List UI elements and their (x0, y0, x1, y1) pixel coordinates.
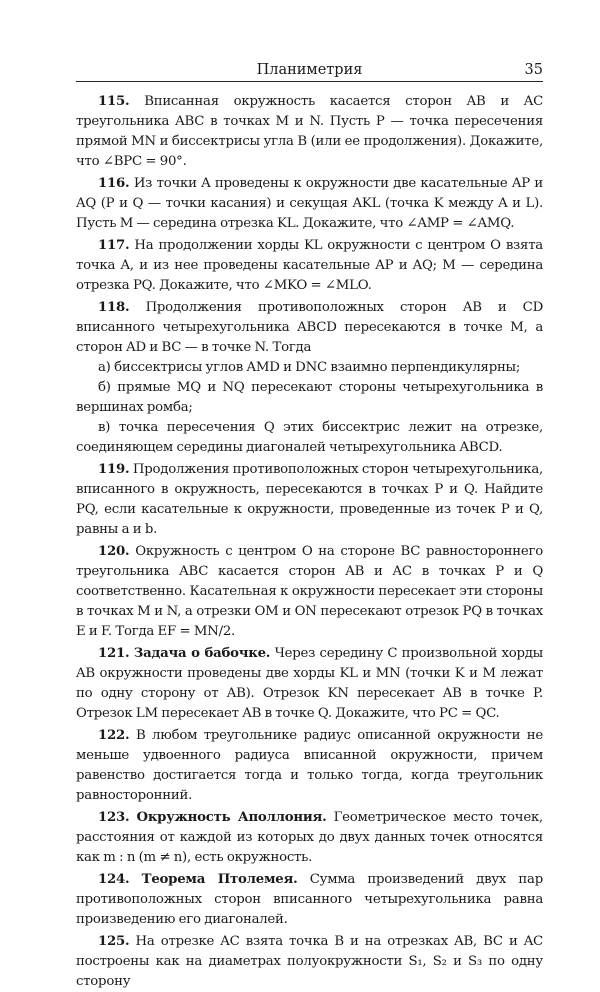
problem-118-item-b: б) прямые MQ и NQ пересекают стороны четырехугольника в вершинах ромба; (76, 380, 543, 415)
problem-number: 118. (98, 300, 130, 315)
problem-text: На отрезке AC взята точка B и на отрезках AB, BC и AC построены как на диаметрах полуокружности S₁, S₂ и S₃ по одну сторону (76, 934, 543, 989)
problem-122 (76, 726, 543, 806)
problem-number: 115. (98, 94, 130, 109)
problem-115 (76, 92, 543, 172)
problem-123 (76, 808, 543, 868)
problem-number: 122. (98, 728, 130, 743)
problem-number: 117. (98, 238, 130, 253)
problem-text: Продолжения противоположных сторон AB и CD вписанного четырехугольника ABCD пересекаются в точке M, а сторон AD и BC — в точке N. Тогда (76, 300, 544, 355)
running-head (76, 60, 543, 80)
problem-text: Окружность с центром O на стороне BC равностороннего треугольника ABC касается сторон AB и AC в точках P и Q соответственно. Касательная к окружности пересекает эти стороны в точках M и N, а отрезки OM и ON пересекают отрезок PQ в точках E и F. Тогда EF = MN/2. (76, 544, 543, 639)
problem-text: Геометрическое место точек, расстояния от каждой из которых до двух данных точек относятся как m : n (m ≠ n), есть окружность. (76, 810, 543, 865)
problem-number: 124. (98, 872, 130, 887)
problem-number: 125. (98, 934, 130, 949)
problem-number: 121. (98, 646, 130, 661)
problem-list (76, 92, 543, 992)
problem-text: Сумма произведений двух пар противоположных сторон вписанного четырехугольника равна произведению его диагоналей. (76, 872, 543, 927)
problem-text: В любом треугольнике радиус описанной окружности не меньше удвоенного радиуса вписанной окружности, причем равенство достигается тогда и только тогда, когда треугольник равносторонний. (76, 728, 543, 803)
problem-text: Через середину C произвольной хорды AB окружности проведены две хорды KL и MN (точки K и M лежат по одну сторону от AB). Отрезок KN пересекает AB в точке P. Отрезок LM пересекает AB в точке Q. Докажите, что PC = QC. (76, 646, 544, 721)
problem-title: Теорема Птолемея. (141, 872, 298, 887)
problem-text: Из точки A проведены к окружности две касательные AP и AQ (P и Q — точки касания) и секущая AKL (точка K между A и L). Пусть M — середина отрезка KL. Докажите, что ∠AMP = ∠AMQ. (76, 176, 543, 231)
header-rule (76, 81, 543, 82)
problem-number: 123. (98, 810, 130, 825)
problem-124 (76, 870, 543, 930)
problem-119 (76, 460, 543, 540)
problem-120 (76, 542, 543, 642)
problem-125 (76, 932, 543, 992)
problem-text: На продолжении хорды KL окружности с центром O взята точка A, и из нее проведены касательные AP и AQ; M — середина отрезка PQ. Докажите, что ∠MKO = ∠MLO. (76, 238, 543, 293)
problem-118 (76, 298, 543, 358)
problem-text: Вписанная окружность касается сторон AB и AC треугольника ABC в точках M и N. Пусть P — точка пересечения прямой MN и биссектрисы угла B (или ее продолжения). Докажите, что ∠BPC = 90°. (76, 94, 543, 169)
problem-117 (76, 236, 543, 296)
problem-118-item-a: а) биссектрисы углов AMD и DNC взаимно перпендикулярны; (98, 360, 521, 375)
section-title: Планиметрия (256, 62, 363, 78)
problem-121 (76, 644, 543, 724)
problem-number: 120. (98, 544, 130, 559)
problem-number: 116. (98, 176, 130, 191)
problem-118-item-c: в) точка пересечения Q этих биссектрис лежит на отрезке, соединяющем середины диагоналей четырехугольника ABCD. (76, 420, 543, 455)
problem-116 (76, 174, 543, 234)
page-number: 35 (524, 62, 543, 78)
problem-text: Продолжения противоположных сторон четырехугольника, вписанного в окружность, пересекаются в точках P и Q. Найдите PQ, если касательные к окружности, проведенные из точек P и Q, равны a и b. (76, 462, 543, 537)
problem-title: Окружность Аполлония. (136, 810, 327, 825)
problem-number: 119. (98, 462, 130, 477)
problem-title: Задача о бабочке. (133, 646, 271, 661)
